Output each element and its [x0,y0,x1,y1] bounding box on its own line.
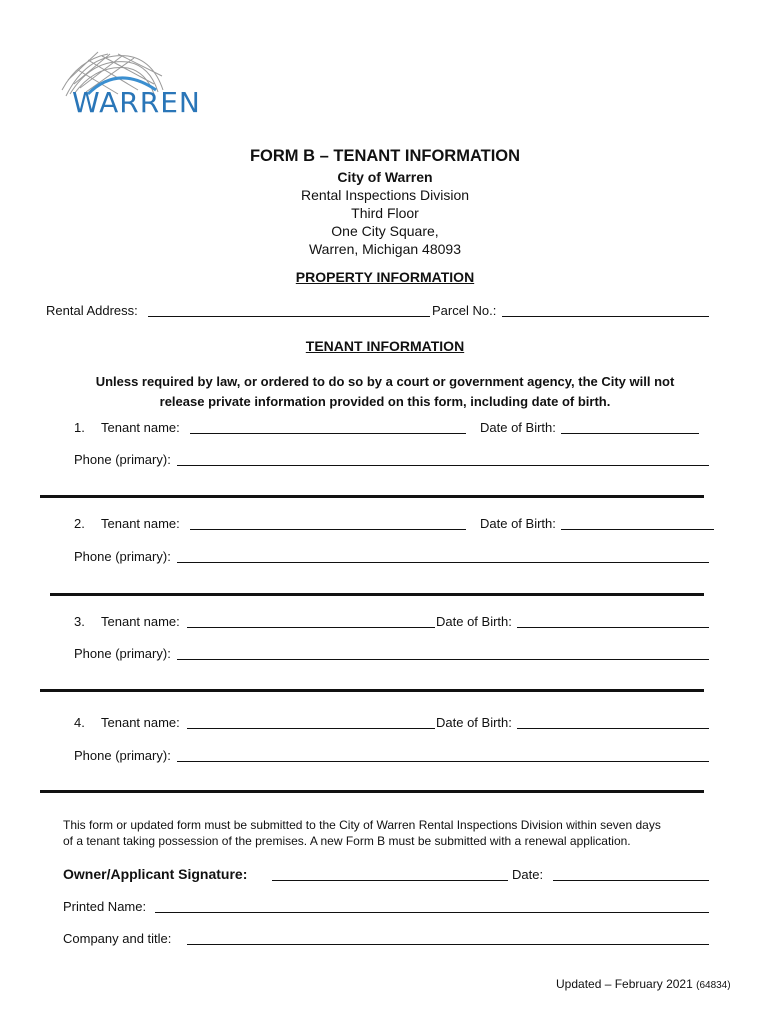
address-line-3: One City Square, [331,223,439,239]
tenant-4-name-field[interactable] [187,728,435,729]
form-title: FORM B – TENANT INFORMATION [249,147,521,165]
tenant-4-phone-field[interactable] [177,761,709,762]
tenant-2-phone-label: Phone (primary): [74,549,171,564]
section-divider [50,593,704,596]
tenant-3-dob-field[interactable] [517,627,709,628]
tenant-2-name-field[interactable] [190,529,466,530]
company-title-label: Company and title: [63,931,172,946]
tenant-3-name-field[interactable] [187,627,435,628]
tenant-4-dob-field[interactable] [517,728,709,729]
tenant-4-number: 4. [74,715,85,730]
tenant-4-phone-label: Phone (primary): [74,748,171,763]
tenant-1-dob-label: Date of Birth: [480,420,556,435]
note-line-2: of a tenant taking possession of the premises. A new Form B must be submitted with a renewal application. [63,834,631,848]
company-title-field[interactable] [187,944,709,945]
printed-name-field[interactable] [155,912,709,913]
tenant-1-phone-label: Phone (primary): [74,452,171,467]
address-line-4: Warren, Michigan 48093 [308,241,461,257]
tenant-3-phone-field[interactable] [177,659,709,660]
rental-address-field[interactable] [148,316,430,317]
notice-line-1: Unless required by law, or ordered to do so by a court or government agency, the City will not [95,374,675,389]
tenant-2-phone-field[interactable] [177,562,709,563]
notice-line-2: release private information provided on this form, including date of birth. [159,394,611,409]
parcel-field[interactable] [502,316,709,317]
updated-text: Updated – February 2021 [556,977,693,991]
submission-note [63,817,661,849]
tenant-3-name-label: Tenant name: [101,614,180,629]
printed-name-label: Printed Name: [63,899,147,914]
tenant-1-dob-field[interactable] [561,433,699,434]
address-line-1: Rental Inspections Division [300,187,470,203]
privacy-notice [0,372,770,412]
section-divider [40,790,704,793]
tenant-2-name-label: Tenant name: [101,516,180,531]
property-heading: PROPERTY INFORMATION [295,269,475,285]
tenant-1-name-label: Tenant name: [101,420,180,435]
tenant-3-number: 3. [74,614,85,629]
tenant-4-dob-label: Date of Birth: [436,715,512,730]
tenant-2-number: 2. [74,516,85,531]
tenant-1-name-field[interactable] [190,433,466,434]
note-line-1: This form or updated form must be submitted to the City of Warren Rental Inspections Division within seven days [63,818,661,832]
tenant-heading: TENANT INFORMATION [305,338,465,354]
date-label: Date: [512,867,544,882]
tenant-2-dob-label: Date of Birth: [480,516,556,531]
section-divider [40,689,704,692]
signature-label: Owner/Applicant Signature: [63,866,248,882]
tenant-2-dob-field[interactable] [561,529,714,530]
city-name: City of Warren [337,169,433,185]
parcel-label: Parcel No.: [432,303,497,318]
signature-field[interactable] [272,880,508,881]
updated-date [556,977,731,991]
tenant-3-phone-label: Phone (primary): [74,646,171,661]
tenant-1-number: 1. [74,420,85,435]
section-divider [40,495,704,498]
tenant-3-dob-label: Date of Birth: [436,614,512,629]
tenant-4-name-label: Tenant name: [101,715,180,730]
form-code: (64834) [696,980,731,991]
date-field[interactable] [553,880,709,881]
address-line-2: Third Floor [351,205,419,221]
rental-address-label: Rental Address: [46,303,138,318]
tenant-1-phone-field[interactable] [177,465,709,466]
logo-wordmark: WARREN [72,86,201,119]
